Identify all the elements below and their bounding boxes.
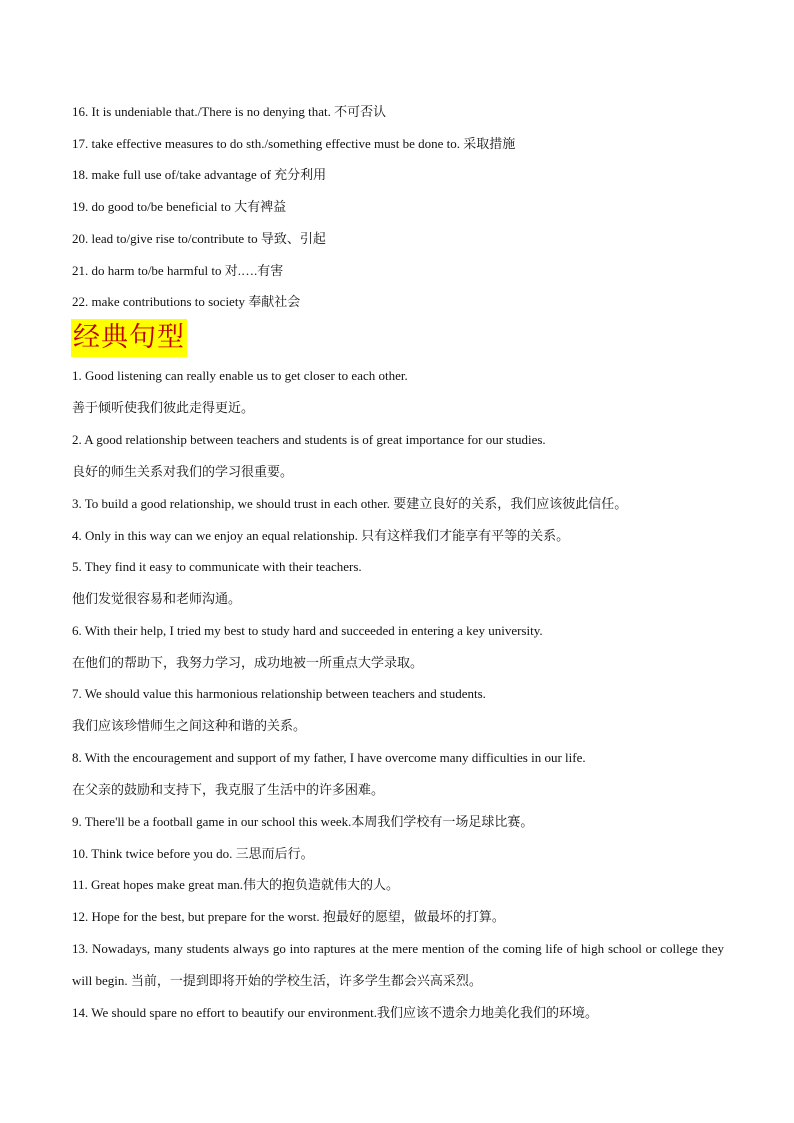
phrase-18: 18. make full use of/take advantage of 充分利用 xyxy=(72,167,327,182)
sentence-1-zh: 善于倾听使我们彼此走得更近。 xyxy=(72,400,255,415)
sentence-14: 14. We should spare no effort to beautify our environment.我们应该不遗余力地美化我们的环境。 xyxy=(72,1005,598,1020)
phrase-17: 17. take effective measures to do sth./something effective must be done to. 采取措施 xyxy=(72,136,516,151)
phrase-22: 22. make contributions to society 奉献社会 xyxy=(72,294,301,309)
sentence-9: 9. There'll be a football game in our school this week.本周我们学校有一场足球比赛。 xyxy=(72,814,534,829)
sentence-5-zh: 他们发觉很容易和老师沟通。 xyxy=(72,591,242,606)
sentence-7-en: 7. We should value this harmonious relationship between teachers and students. xyxy=(72,686,486,701)
sentence-13: 13. Nowadays, many students always go into raptures at the mere mention of the coming life of high school or college they will begin. 当前，一提到即将开始的学校生活，许多学生都会兴高采烈。 xyxy=(72,941,724,988)
phrase-20: 20. lead to/give rise to/contribute to 导致、引起 xyxy=(72,231,326,246)
sentence-6-zh: 在他们的帮助下，我努力学习，成功地被一所重点大学录取。 xyxy=(72,655,424,670)
phrase-19: 19. do good to/be beneficial to 大有裨益 xyxy=(72,199,287,214)
sentence-10: 10. Think twice before you do. 三思而后行。 xyxy=(72,846,314,861)
phrase-16: 16. It is undeniable that./There is no denying that. 不可否认 xyxy=(72,104,387,119)
section-heading: 经典句型 xyxy=(71,319,187,357)
sentence-12: 12. Hope for the best, but prepare for the worst. 抱最好的愿望，做最坏的打算。 xyxy=(72,909,505,924)
phrase-21: 21. do harm to/be harmful to 对.….有害 xyxy=(72,263,284,278)
sentence-8-en: 8. With the encouragement and support of my father, I have overcome many difficulties in our life. xyxy=(72,750,586,765)
sentence-1-en: 1. Good listening can really enable us to get closer to each other. xyxy=(72,368,408,383)
sentence-4: 4. Only in this way can we enjoy an equal relationship. 只有这样我们才能享有平等的关系。 xyxy=(72,528,570,543)
sentence-5-en: 5. They find it easy to communicate with their teachers. xyxy=(72,559,362,574)
sentence-2-zh: 良好的师生关系对我们的学习很重要。 xyxy=(72,464,294,479)
sentence-8-zh: 在父亲的鼓励和支持下，我克服了生活中的许多困难。 xyxy=(72,782,385,797)
sentence-6-en: 6. With their help, I tried my best to study hard and succeeded in entering a key university. xyxy=(72,623,543,638)
sentence-7-zh: 我们应该珍惜师生之间这种和谐的关系。 xyxy=(72,718,307,733)
sentence-3: 3. To build a good relationship, we should trust in each other. 要建立良好的关系，我们应该彼此信任。 xyxy=(72,496,628,511)
sentence-11: 11. Great hopes make great man.伟大的抱负造就伟大的人。 xyxy=(72,877,399,892)
sentence-2-en: 2. A good relationship between teachers and students is of great importance for our studies. xyxy=(72,432,546,447)
